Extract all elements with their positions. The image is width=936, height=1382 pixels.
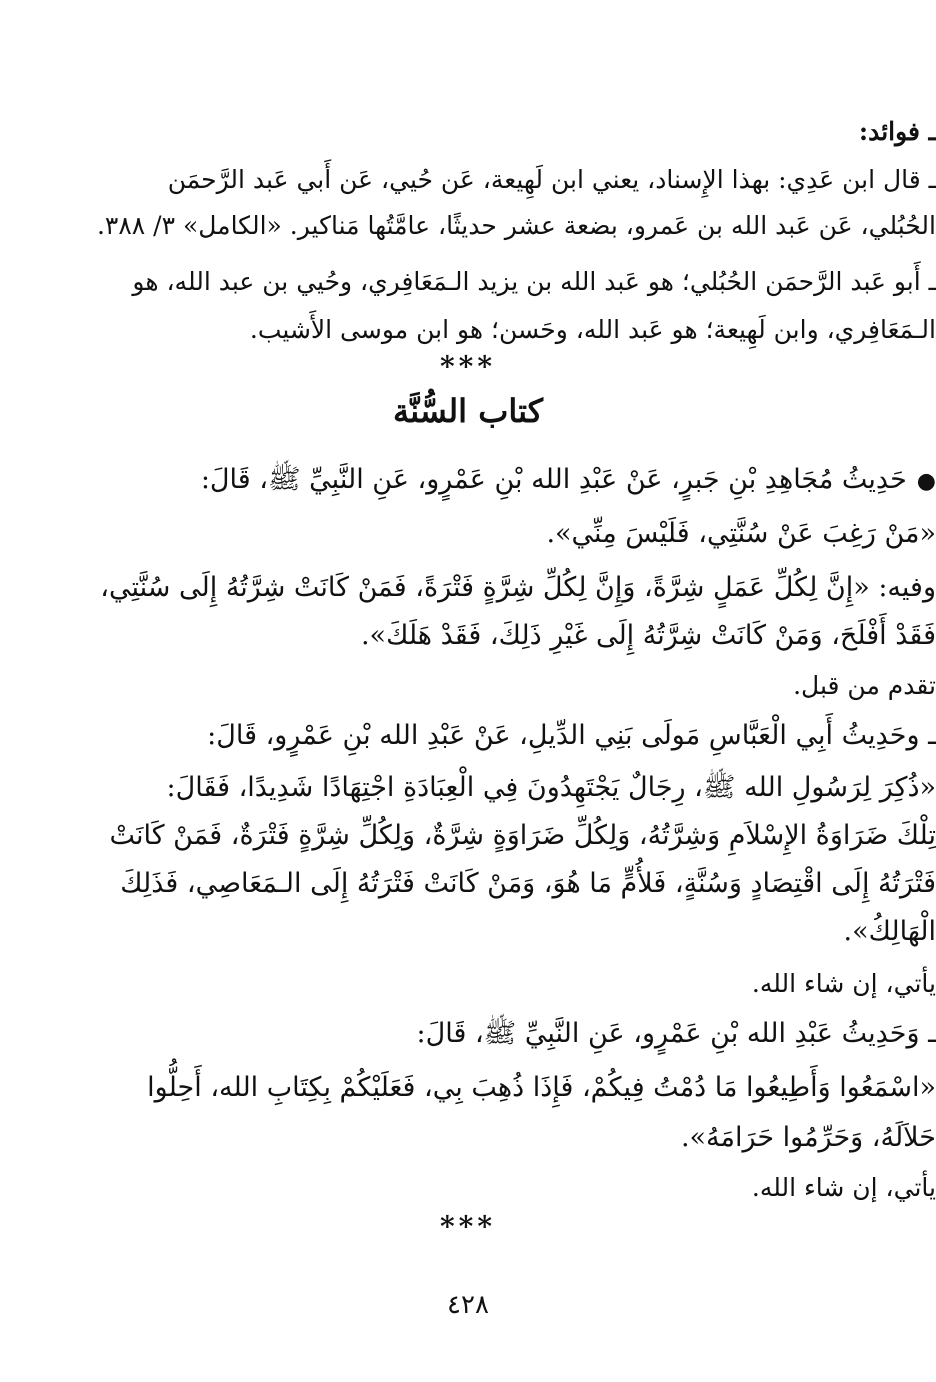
hadith2-line-4: الْهَالِكُ». [843, 916, 936, 947]
hadith3-intro: ـ وَحَدِيثُ عَبْدِ الله بْنِ عَمْرٍو، عَنِ النَّبِيِّ ﷺ، قَالَ: [416, 1018, 936, 1049]
hadith1-intro-text: حَدِيثُ مُجَاهِدِ بْنِ جَبرٍ، عَنْ عَبْدِ الله بْنِ عَمْرٍو، عَنِ النَّبِيِّ ﷺ، قَالَ: [200, 464, 907, 495]
hadith2-line-3: فَتْرَتُهُ إِلَى اقْتِصَادٍ وَسُنَّةٍ، فَلأُمٍّ مَا هُوَ، وَمَنْ كَانَتْ فَتْرَتُهُ إِلَى الـمَعَاصِي، فَذَلِكَ [120, 868, 936, 899]
hadith3-line-2: حَلاَلَهُ، وَحَرِّمُوا حَرَامَهُ». [680, 1122, 936, 1153]
hadith1-text: «مَنْ رَغِبَ عَنْ سُنَّتِي، فَلَيْسَ مِنِّي». [546, 518, 936, 549]
hadith1-more-line-2: فَقَدْ أَفْلَحَ، وَمَنْ كَانَتْ شِرَّتُهُ إِلَى غَيْرِ ذَلِكَ، فَقَدْ هَلَكَ». [360, 620, 936, 651]
section-separator: *** [440, 350, 496, 383]
hadith3-line-1: «اسْمَعُوا وَأَطِيعُوا مَا دُمْتُ فِيكُمْ، فَإِذَا ذُهِبَ بِي، فَعَلَيْكُمْ بِكِتَابِ الله، أَحِلُّوا [147, 1072, 936, 1103]
hadith2-note: يأتي، إن شاء الله. [751, 969, 936, 998]
fawaid-heading: ـ فوائد: [858, 117, 936, 146]
hadith3-note: يأتي، إن شاء الله. [751, 1173, 936, 1202]
bullet-icon: ● [916, 469, 936, 494]
note1-line-2: الحُبُلي، عَن عَبد الله بن عَمرو، بضعة عشر حديثًا، عامَّتُها مَناكير. «الكامل» ٣/ ٣٨٨. [96, 211, 936, 240]
hadith1-intro [191, 458, 936, 504]
note2-line-1: ـ أَبو عَبد الرَّحمَن الحُبُلي؛ هو عَبد الله بن يزيد الـمَعَافِري، وحُيي بن عبد الله، هو [132, 267, 936, 296]
hadith2-line-2: تِلْكَ ضَرَاوَةُ الإِسْلاَمِ وَشِرَّتُهُ، وَلِكُلِّ ضَرَاوَةٍ شِرَّةٌ، وَلِكُلِّ شِرَّةٍ فَتْرَةٌ، فَمَنْ كَانَتْ [109, 820, 936, 851]
page-number: ٤٢٨ [447, 1290, 489, 1320]
note2-line-2: الـمَعَافِري، وابن لَهِيعة؛ هو عَبد الله، وحَسن؛ هو ابن موسى الأَشيب. [249, 315, 936, 344]
note1-line-1: ـ قال ابن عَدِي: بهذا الإِسناد، يعني ابن لَهِيعة، عَن حُيي، عَن أَبي عَبد الرَّحمَن [167, 165, 936, 194]
hadith1-more-line-1: وفيه: «إِنَّ لِكُلِّ عَمَلٍ شِرَّةً، وَإِنَّ لِكُلِّ شِرَّةٍ فَتْرَةً، فَمَنْ كَانَتْ شِرَّتُهُ إِلَى سُنَّتِي، [100, 572, 936, 603]
chapter-title: كتاب السُّنَّة [393, 392, 543, 430]
hadith1-note: تقدم من قبل. [793, 671, 936, 700]
section-separator-2: *** [440, 1210, 496, 1243]
hadith2-line-1: «ذُكِرَ لِرَسُولِ الله ﷺ، رِجَالٌ يَجْتَهِدُونَ فِي الْعِبَادَةِ اجْتِهَادًا شَدِيدًا، فَقَالَ: [166, 772, 936, 803]
hadith2-intro: ـ وحَدِيثُ أَبِي الْعَبَّاسِ مَولَى بَنِي الدِّيلِ، عَنْ عَبْدِ الله بْنِ عَمْرٍو، قَالَ: [207, 720, 936, 751]
